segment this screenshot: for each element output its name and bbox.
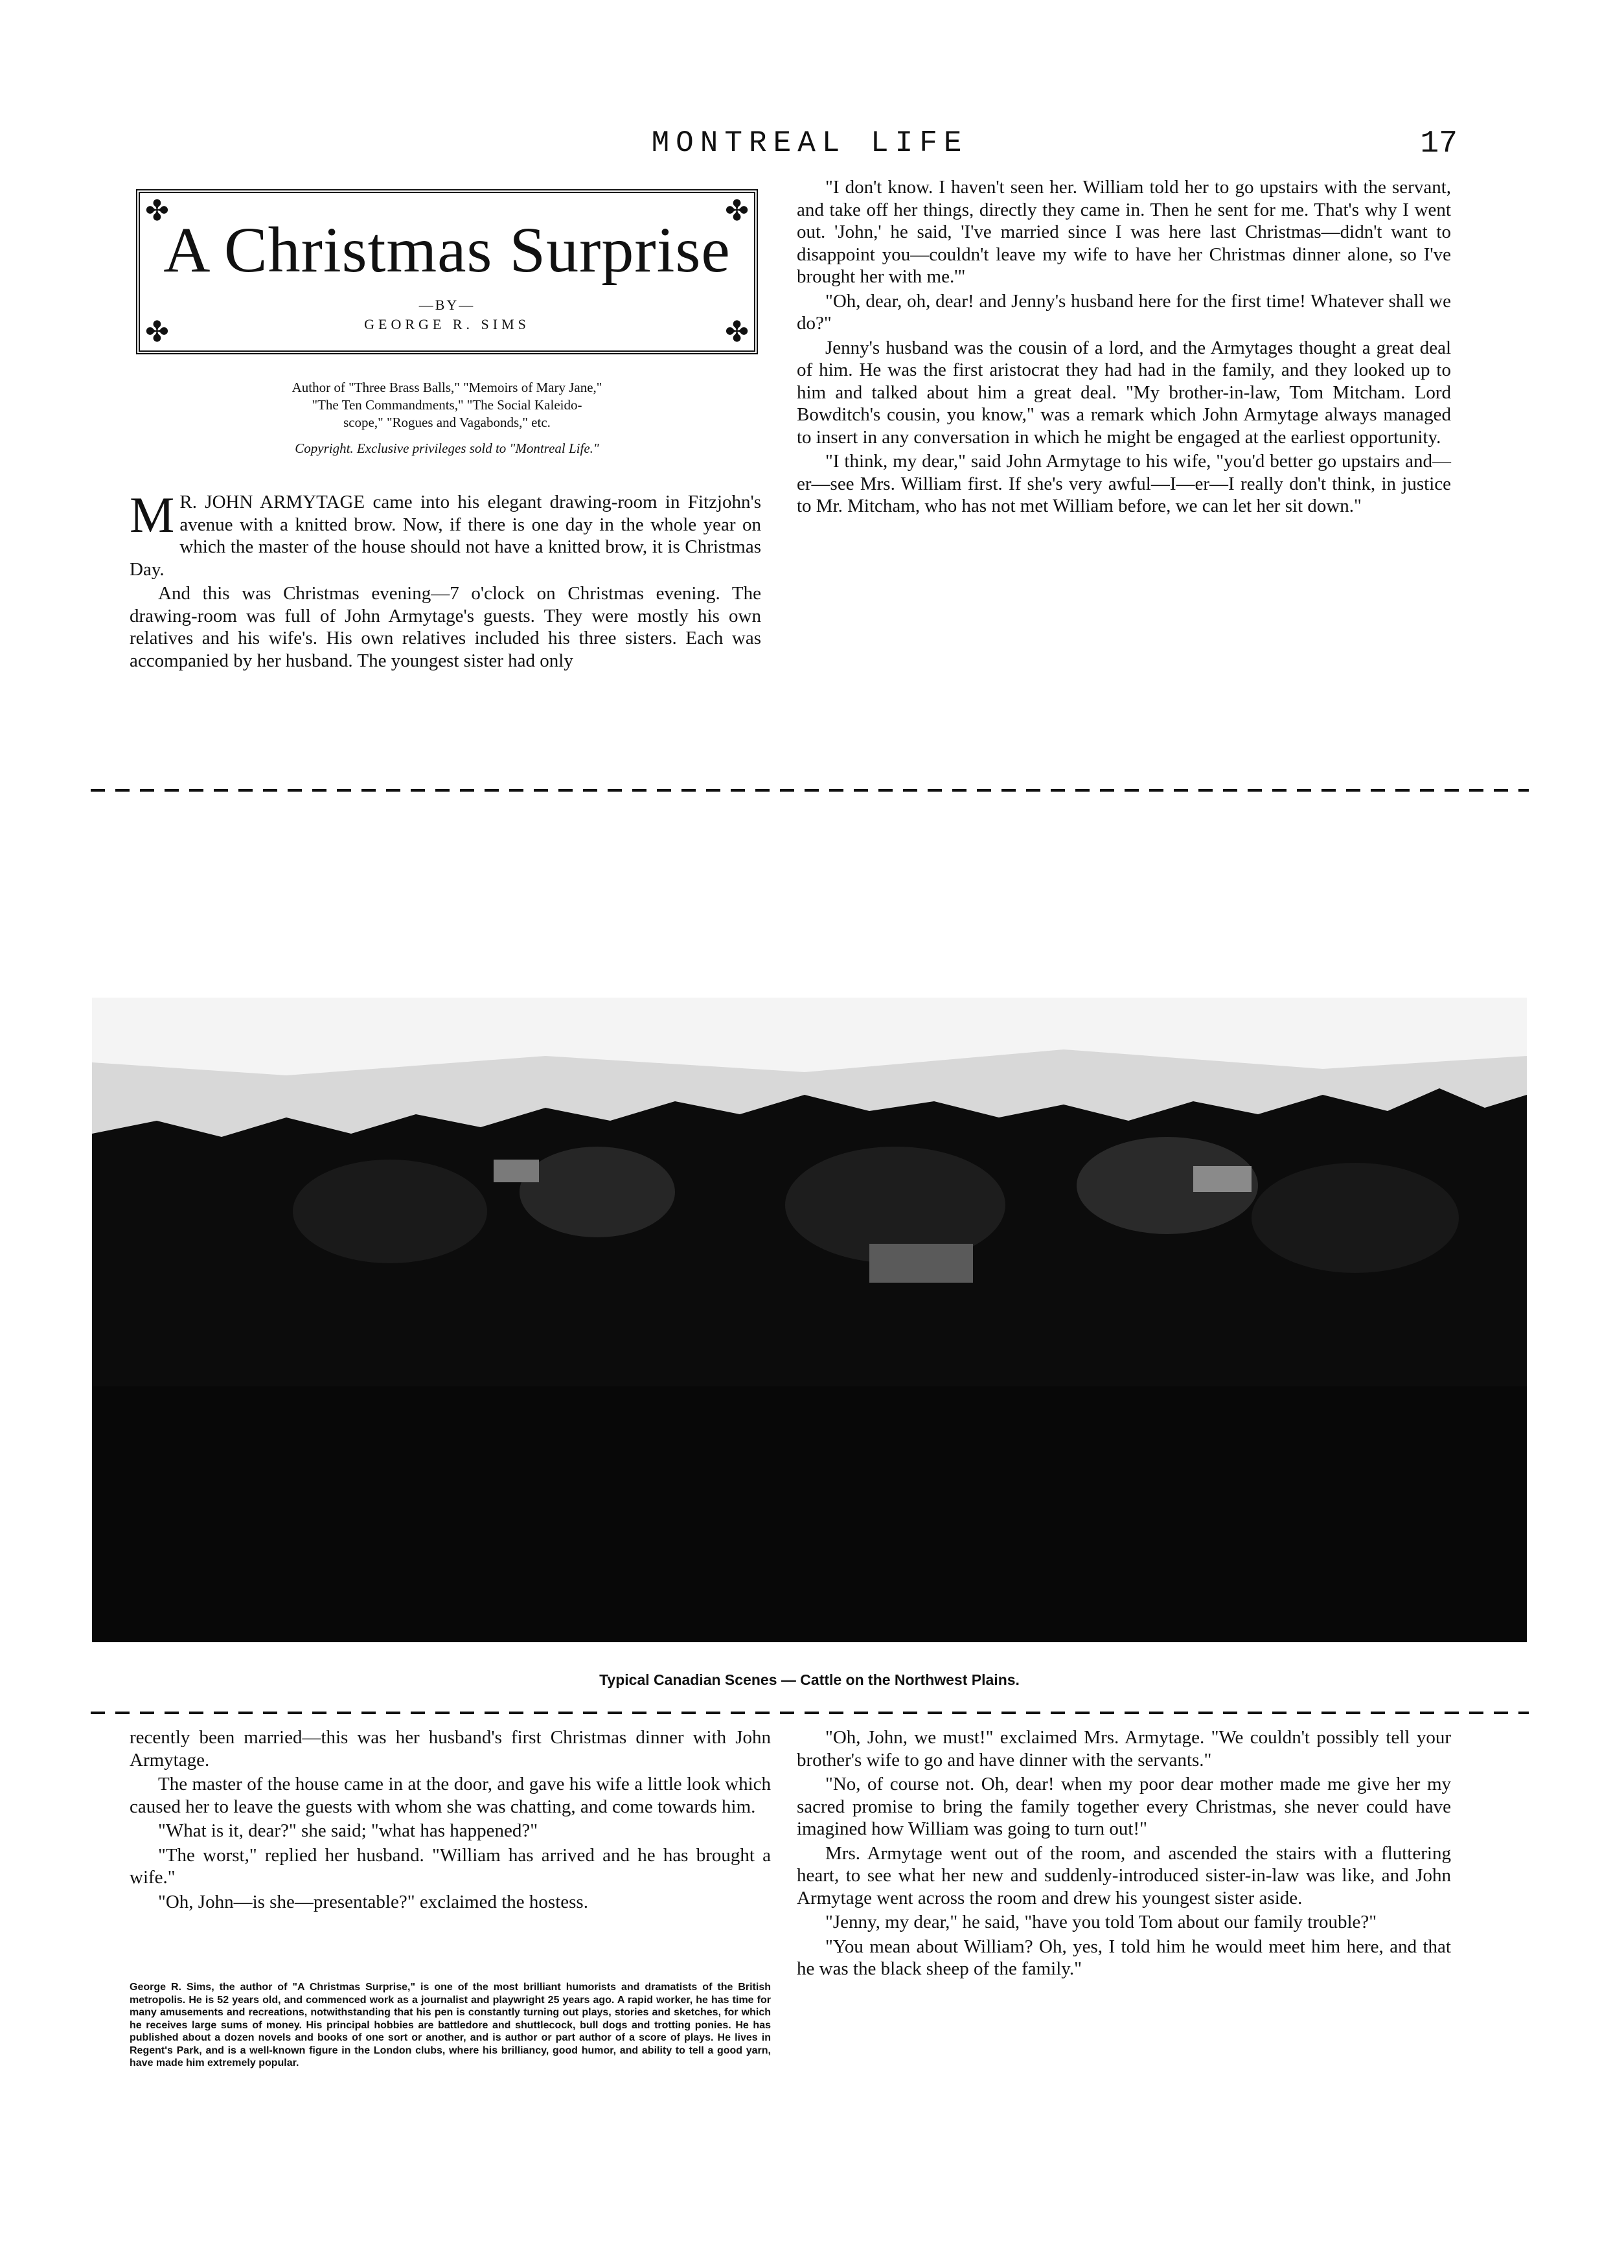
clover-ornament-icon: ✤ [145,195,169,227]
author-biography: George R. Sims, the author of "A Christmas Surprise," is one of the most brilliant humorists and dramatists of the British metropolis. He is 52 years old, and commenced work as a journalist and playwright 25 years ago. A rapid worker, he has time for many amusements and recreations, notwithstanding that his pen is constantly turning out plays, stories and sketches, for which he receives large sums of money. His principal hobbies are battledore and shuttlecock, bull dogs and trotting ponies. He has published about a dozen novels and books of one sort or another, and is author or part author of a score of plays. He lives in Regent's Park, and is a well-known figure in the London clubs, where his brilliancy, good humor, and ability to tell a good yarn, have made him extremely popular. [130,1982,771,2068]
cattle-photograph [92,998,1527,1642]
paragraph: "The worst," replied her husband. "William has arrived and he has brought a wife." [130,1844,771,1888]
paragraph: "Jenny, my dear," he said, "have you told Tom about our family trouble?" [825,1912,1377,1932]
section-divider [91,1712,1529,1714]
page-number: 17 [1420,126,1458,161]
author-name: GEORGE R. SIMS [364,316,530,332]
author-credits [136,379,758,431]
article-column-1 [130,487,761,674]
publication-title: MONTREAL LIFE [651,126,968,160]
paragraph: The master of the house came in at the door, and gave his wife a little look which caused her to leave the guests with whom she was chatting, and come towards him. [130,1774,771,1817]
paragraph: "Oh, John, we must!" exclaimed Mrs. Armytage. "We couldn't possibly tell your brother's wife to go and have dinner with the servants." [797,1727,1451,1770]
paragraph: "I think, my dear," said John Armytage to his wife, "you'd better go upstairs and—er—see Mrs. William first. If she's very awful—I—er—I really don't think, in justice to Mr. Mitcham, who has not met William before, we can let her sit down." [797,451,1451,516]
section-divider [91,789,1529,792]
article-column-3 [130,1726,771,1915]
paragraph: "No, of course not. Oh, dear! when my poor dear mother made me give her my sacred promise to bring the family together every Christmas, she never could have imagined how William was going to turn out!" [797,1774,1451,1839]
paragraph: Jenny's husband was the cousin of a lord, and the Armytages thought a great deal of him. He was the first aristocrat they had had in the family, and they looked up to him and talked about him a great deal. "My brother-in-law, Tom Mitcham. Lord Bowditch's cousin, you know," was a remark which John Armytage always managed to insert in any conversation in which he might be engaged at the earliest opportunity. [797,337,1451,448]
paragraph: "I don't know. I haven't seen her. William told her to go upstairs with the servant, and take off her things, directly they came in. Then he sent for me. That's why I went out. 'John,' he said, 'I've married since I was here last Christmas—didn't want to disappoint you—couldn't leave my wife to have her Christmas dinner alone, so I've brought her with me.'" [797,177,1451,287]
copyright-notice: Copyright. Exclusive privileges sold to "Montreal Life." [295,441,599,456]
credits-line: Author of "Three Brass Balls," "Memoirs of Mary Jane," [292,380,602,395]
credits-line: scope," "Rogues and Vagabonds," etc. [343,415,551,430]
paragraph: "You mean about William? Oh, yes, I told him he would meet him here, and that he was the black sheep of the family." [797,1936,1451,1979]
credits-line: "The Ten Commandments," "The Social Kaleido- [312,397,582,413]
clover-ornament-icon: ✤ [725,316,749,348]
article-column-4 [797,1726,1451,1982]
article-column-2 [797,176,1451,520]
paragraph: recently been married—this was her husband's first Christmas dinner with John Armytage. [130,1727,771,1770]
photo-illustration [92,998,1527,1642]
drop-cap: M [130,487,175,543]
paragraph: Mrs. Armytage went out of the room, and ascended the stairs with a fluttering heart, to see what her new and suddenly-introduced sister-in-law was like, and John Armytage went across the room and drew his youngest sister aside. [797,1842,1451,1908]
title-box [136,189,758,354]
clover-ornament-icon: ✤ [725,195,749,227]
byline: —BY— [418,297,475,313]
photo-caption: Typical Canadian Scenes — Cattle on the Northwest Plains. [599,1671,1020,1688]
paragraph: "What is it, dear?" she said; "what has happened?" [158,1820,538,1841]
paragraph: And this was Christmas evening—7 o'clock on Christmas evening. The drawing-room was full of John Armytage's guests. They were mostly his own relatives and his wife's. His own relatives included his three sisters. Each was accompanied by her husband. The youngest sister had only [130,583,761,671]
paragraph: "Oh, dear, oh, dear! and Jenny's husband here for the first time! Whatever shall we do?" [797,290,1451,334]
paragraph: "Oh, John—is she—presentable?" exclaimed the hostess. [158,1891,588,1912]
clover-ornament-icon: ✤ [145,316,169,348]
paragraph: M R. JOHN ARMYTAGE came into his elegant drawing-room in Fitzjohn's avenue with a knitted brow. Now, if there is one day in the whole year on which the master of the house should not have a knitted brow, it is Christmas Day. [130,487,761,580]
story-title: A Christmas Surprise [163,214,731,286]
